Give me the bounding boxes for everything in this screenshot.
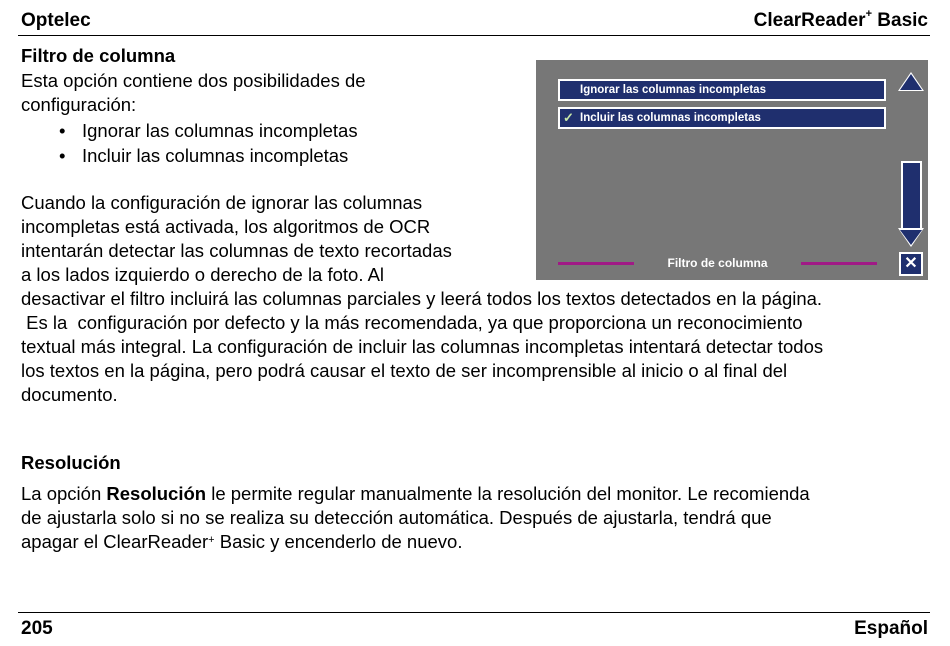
- intro-line: configuración:: [21, 94, 137, 115]
- option-include-incomplete-columns[interactable]: [558, 107, 886, 129]
- header-product-tail: Basic: [872, 10, 928, 31]
- options-list: [21, 118, 358, 168]
- intro-line: Esta opción contiene dos posibilidades de: [21, 70, 366, 91]
- text-run: le permite regular manualmente la resolución del monitor. Le recomienda: [206, 483, 810, 504]
- header-brand: Optelec: [21, 10, 91, 31]
- list-item: [21, 143, 358, 168]
- title-accent-bar-right: [801, 262, 877, 265]
- text-line: los textos en la página, pero podrá causar el texto de ser incomprensible al inicio o al final del: [21, 360, 788, 381]
- header-product-sup: +: [865, 8, 873, 20]
- page-number: 205: [21, 618, 53, 639]
- text-run: Basic y encenderlo de nuevo.: [214, 531, 463, 552]
- bullet-icon: •: [59, 120, 66, 141]
- scroll-up-arrow-icon[interactable]: [900, 74, 922, 90]
- footer-language: Español: [854, 618, 928, 639]
- list-item-label: Incluir las columnas incompletas: [82, 145, 349, 166]
- text-line: desactivar el filtro incluirá las columnas parciales y leerá todos los textos detectados en la página.: [21, 288, 823, 309]
- title-accent-bar-left: [558, 262, 634, 265]
- text-line: documento.: [21, 384, 118, 405]
- text-run: apagar el ClearReader: [21, 531, 209, 552]
- scroll-down-arrow-icon[interactable]: [900, 230, 922, 245]
- panel-title: Filtro de columna: [667, 256, 768, 270]
- option-name-bold: Resolución: [106, 483, 207, 504]
- section-heading-filtro: Filtro de columna: [21, 45, 176, 66]
- header-product: [754, 10, 928, 32]
- text-line: Es la configuración por defecto y la más recomendada, ya que proporciona un reconocimiento: [21, 312, 803, 333]
- text-line: Cuando la configuración de ignorar las columnas: [21, 192, 423, 213]
- close-icon[interactable]: ✕: [899, 252, 923, 276]
- list-item-label: Ignorar las columnas incompletas: [82, 120, 358, 141]
- text-run: La opción: [21, 483, 107, 504]
- text-line: [21, 530, 931, 554]
- text-line: [21, 482, 931, 506]
- text-line: textual más integral. La configuración de incluir las columnas incompletas intentará detectar todos: [21, 336, 824, 357]
- option-ignore-incomplete-columns[interactable]: [558, 79, 886, 101]
- intro-text: [21, 69, 501, 117]
- text-line: de ajustarla solo si no se realiza su detección automática. Después de ajustarla, tendrá que: [21, 507, 772, 528]
- text-line: incompletas está activada, los algoritmos de OCR: [21, 216, 431, 237]
- option-label: Ignorar las columnas incompletas: [580, 84, 766, 96]
- product-sup: +: [208, 534, 215, 546]
- bullet-icon: •: [59, 145, 66, 166]
- footer-rule: [18, 612, 930, 613]
- section-heading-resolucion: Resolución: [21, 452, 121, 473]
- option-label: Incluir las columnas incompletas: [580, 112, 761, 124]
- list-item: [21, 118, 358, 143]
- header-rule: [18, 35, 930, 36]
- resolucion-description: [21, 482, 931, 554]
- text-line: intentarán detectar las columnas de texto recortadas: [21, 240, 452, 261]
- header-product-name: ClearReader: [753, 10, 866, 31]
- checkmark-icon: ✓: [563, 110, 574, 125]
- column-filter-screenshot: [536, 60, 928, 280]
- scrollbar-thumb[interactable]: [901, 161, 922, 231]
- text-line: a los lados izquierdo o derecho de la foto. Al: [21, 264, 385, 285]
